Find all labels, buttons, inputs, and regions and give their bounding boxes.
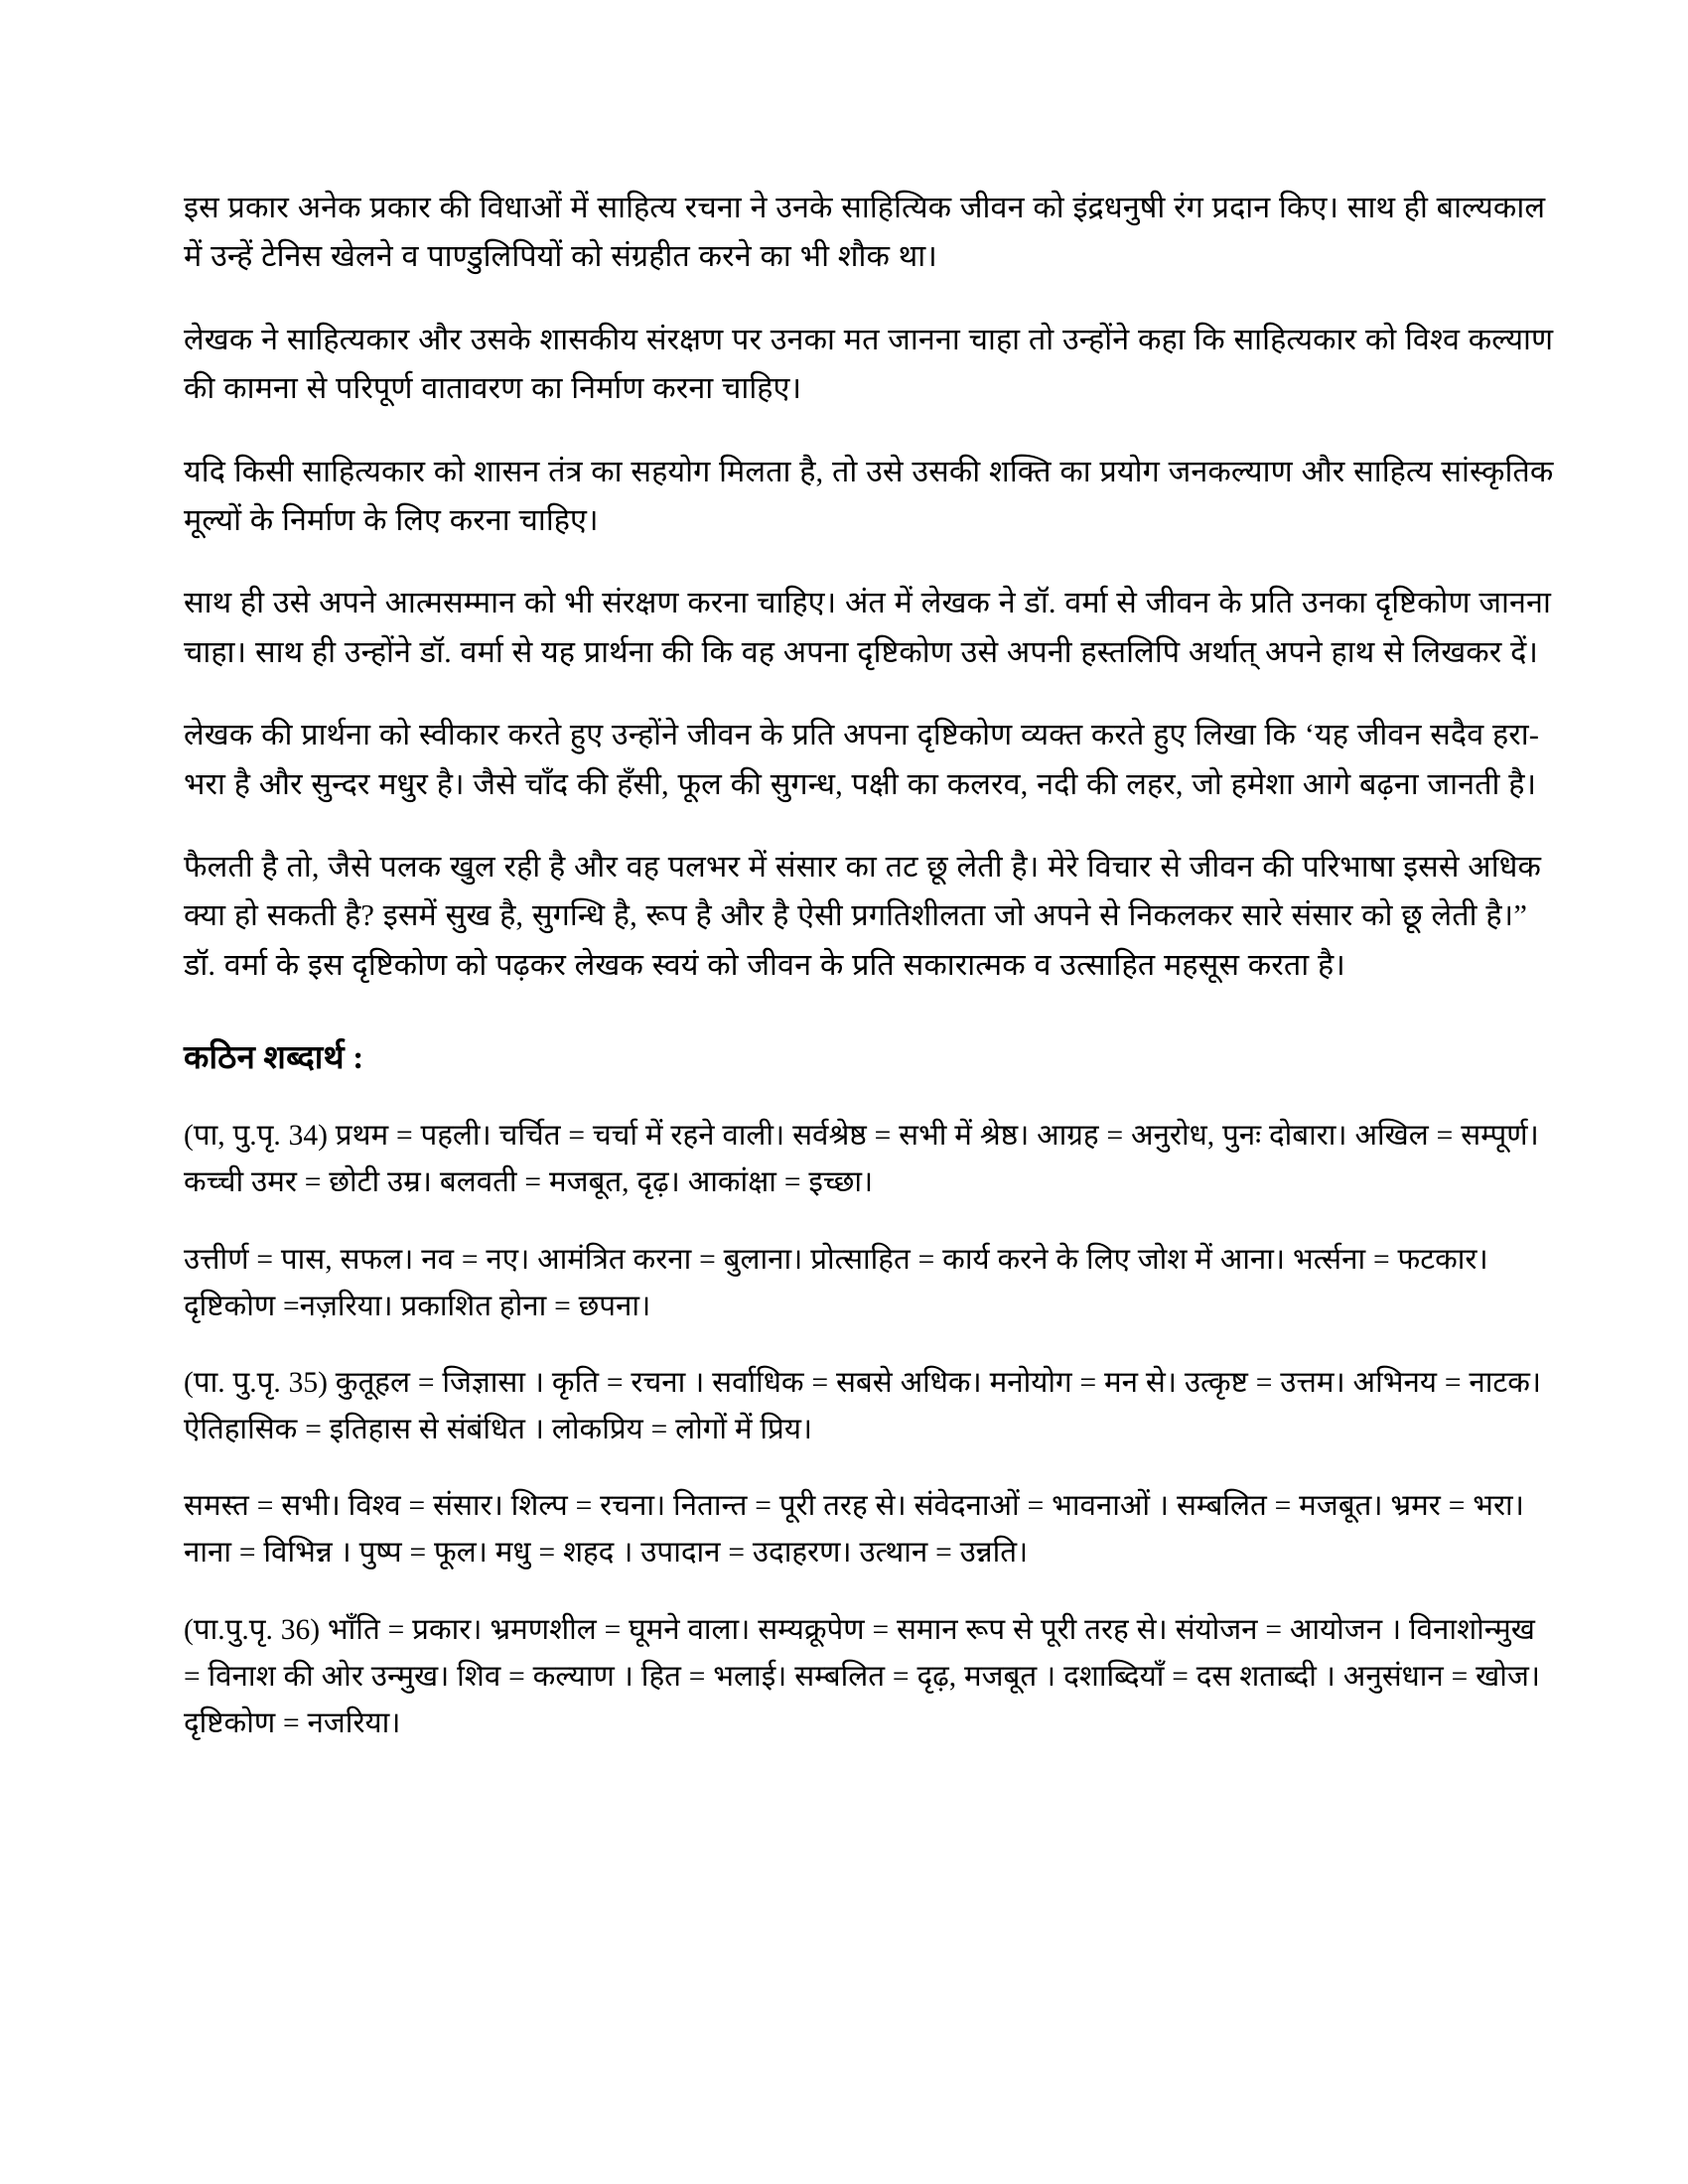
body-paragraph: फैलती है तो, जैसे पलक खुल रही है और वह पलभर में संसार का तट छू लेती है। मेरे विचार से जीवन की परिभाषा इससे अधिक क्या हो सकती है? इसमें सुख है, सुगन्धि है, रूप है और है ऐसी प्रगतिशीलता जो अपने से निकलकर सारे संसार को छू लेती है।” डॉ. वर्मा के इस दृष्टिकोण को पढ़कर लेखक स्वयं को जीवन के प्रति सकारात्मक व उत्साहित महसूस करता है। — [184, 850, 1541, 982]
glossary-paragraph: उत्तीर्ण = पास, सफल। नव = नए। आमंत्रित करना = बुलाना। प्रोत्साहित = कार्य करने के लिए जोश में आना। भर्त्सना = फटकार। दृष्टिकोण =नज़रिया। प्रकाशित होना = छपना। — [184, 1243, 1488, 1322]
body-paragraph: लेखक ने साहित्यकार और उसके शासकीय संरक्षण पर उनका मत जानना चाहा तो उन्होंने कहा कि साहित्यकार को विश्व कल्याण की कामना से परिपूर्ण वातावरण का निर्माण करना चाहिए। — [184, 322, 1554, 406]
body-paragraph: साथ ही उसे अपने आत्मसम्मान को भी संरक्षण करना चाहिए। अंत में लेखक ने डॉ. वर्मा से जीवन के प्रति उनका दृष्टिकोण जानना चाहा। साथ ही उन्होंने डॉ. वर्मा से यह प्रार्थना की कि वह अपना दृष्टिकोण उसे अपनी हस्तलिपि अर्थात् अपने हाथ से लिखकर दें। — [184, 586, 1551, 669]
glossary-paragraph: समस्त = सभी। विश्व = संसार। शिल्प = रचना। नितान्त = पूरी तरह से। संवेदनाओं = भावनाओं । सम्बलित = मजबूत। भ्रमर = भरा। नाना = विभिन्न । पुष्प = फूल। मधु = शहद । उपादान = उदाहरण। उत्थान = उन्नति। — [184, 1490, 1524, 1570]
glossary-paragraph: (पा, पु.पृ. 34) प्रथम = पहली। चर्चित = चर्चा में रहने वाली। सर्वश्रेष्ठ = सभी में श्रेष्ठ। आग्रह = अनुरोध, पुनः दोबारा। अखिल = सम्पूर्ण। कच्ची उमर = छोटी उम्र। बलवती = मजबूत, दृढ़। आकांक्षा = इच्छा। — [184, 1120, 1539, 1199]
glossary-section — [184, 1113, 1554, 1747]
glossary-paragraph: (पा. पु.पृ. 35) कुतूहल = जिज्ञासा । कृति = रचना । सर्वाधिक = सबसे अधिक। मनोयोग = मन से। उत्कृष्ट = उत्तम। अभिनय = नाटक। ऐतिहासिक = इतिहास से संबंधित । लोकप्रिय = लोगों में प्रिय। — [184, 1366, 1542, 1446]
glossary-paragraph: (पा.पु.पृ. 36) भाँति = प्रकार। भ्रमणशील = घूमने वाला। सम्यक्रूपेण = समान रूप से पूरी तरह से। संयोजन = आयोजन । विनाशोन्मुख = विनाश की ओर उन्मुख। शिव = कल्याण । हित = भलाई। सम्बलित = दृढ़, मजबूत । दशाब्दियाँ = दस शताब्दी । अनुसंधान = खोज। दृष्टिकोण = नजरिया। — [184, 1613, 1541, 1739]
body-paragraph: यदि किसी साहित्यकार को शासन तंत्र का सहयोग मिलता है, तो उसे उसकी शक्ति का प्रयोग जनकल्याण और साहित्य सांस्कृतिक मूल्यों के निर्माण के लिए करना चाहिए। — [184, 454, 1554, 538]
body-paragraph: लेखक की प्रार्थना को स्वीकार करते हुए उन्होंने जीवन के प्रति अपना दृष्टिकोण व्यक्त करते हुए लिखा कि ‘यह जीवन सदैव हरा-भरा है और सुन्दर मधुर है। जैसे चाँद की हँसी, फूल की सुगन्ध, पक्षी का कलरव, नदी की लहर, जो हमेशा आगे बढ़ना जानती है। — [184, 718, 1540, 801]
glossary-heading: कठिन शब्दार्थ : — [184, 1040, 364, 1077]
document-body — [184, 184, 1554, 1747]
body-paragraph: इस प्रकार अनेक प्रकार की विधाओं में साहित्य रचना ने उनके साहित्यिक जीवन को इंद्रधनुषी रंग प्रदान किए। साथ ही बाल्यकाल में उन्हें टेनिस खेलने व पाण्डुलिपियों को संग्रहीत करने का भी शौक था। — [184, 191, 1546, 274]
